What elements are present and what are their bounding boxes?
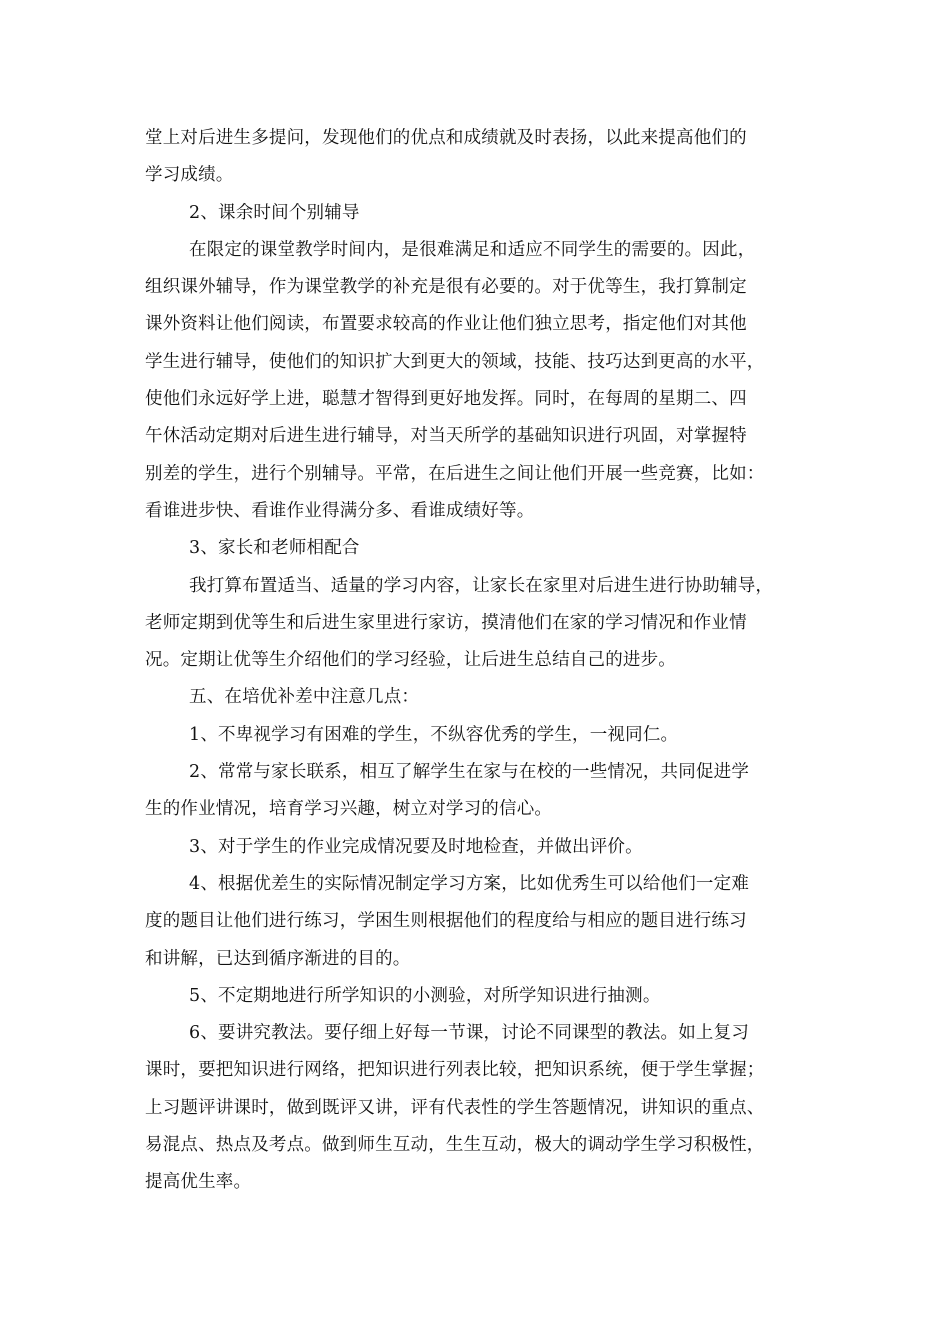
text-line: 况。定期让优等生介绍他们的学习经验，让后进生总结自己的进步。	[145, 650, 676, 671]
text-line: 五、在培优补差中注意几点：	[189, 687, 420, 708]
text-line: 堂上对后进生多提问，发现他们的优点和成绩就及时表扬，以此来提高他们的	[145, 128, 747, 148]
text-line: 课时，要把知识进行网络，把知识进行列表比较，把知识系统，便于学生掌握；	[145, 1060, 765, 1081]
text-line: 上习题评讲课时，做到既评又讲，评有代表性的学生答题情况，讲知识的重点、	[145, 1097, 765, 1118]
text-line: 5、不定期地进行所学知识的小测验，对所学知识进行抽测。	[189, 985, 661, 1006]
text-line: 生的作业情况，培育学习兴趣，树立对学习的信心。	[145, 799, 553, 820]
text-line: 使他们永远好学上进，聪慧才智得到更好地发挥。同时，在每周的星期二、四	[145, 389, 747, 410]
text-line: 和讲解，已达到循序渐进的目的。	[145, 948, 411, 969]
text-line: 2、常常与家长联系，相互了解学生在家与在校的一些情况，共同促进学	[189, 762, 750, 783]
document-body	[145, 120, 805, 1202]
text-line: 看谁进步快、看谁作业得满分多、看谁成绩好等。	[145, 500, 535, 521]
text-line: 组织课外辅导，作为课堂教学的补充是很有必要的。对于优等生，我打算制定	[145, 277, 747, 298]
text-line: 易混点、热点及考点。做到师生互动，生生互动，极大的调动学生学习积极性，	[145, 1135, 765, 1156]
text-line: 2、课余时间个别辅导	[189, 202, 360, 223]
text-line: 午休活动定期对后进生进行辅导，对当天所学的基础知识进行巩固，对掌握特	[145, 426, 747, 447]
text-line: 学习成绩。	[145, 165, 234, 186]
text-line: 别差的学生，进行个别辅导。平常，在后进生之间让他们开展一些竞赛，比如：	[145, 463, 765, 484]
text-line: 学生进行辅导，使他们的知识扩大到更大的领域，技能、技巧达到更高的水平，	[145, 351, 765, 372]
text-line: 在限定的课堂教学时间内，是很难满足和适应不同学生的需要的。因此，	[189, 239, 756, 260]
text-line: 老师定期到优等生和后进生家里进行家访，摸清他们在家的学习情况和作业情	[145, 612, 747, 633]
text-line: 度的题目让他们进行练习，学困生则根据他们的程度给与相应的题目进行练习	[145, 911, 747, 932]
text-line: 6、要讲究教法。要仔细上好每一节课，讨论不同课型的教法。如上复习	[189, 1023, 750, 1044]
text-line: 课外资料让他们阅读，布置要求较高的作业让他们独立思考，指定他们对其他	[145, 314, 747, 335]
text-line: 1、不卑视学习有困难的学生，不纵容优秀的学生，一视同仁。	[189, 724, 679, 745]
text-line: 4、根据优差生的实际情况制定学习方案，比如优秀生可以给他们一定难	[189, 873, 750, 894]
text-line: 提高优生率。	[145, 1172, 252, 1193]
text-line: 3、家长和老师相配合	[189, 538, 360, 559]
text-line: 3、对于学生的作业完成情况要及时地检查，并做出评价。	[189, 836, 643, 857]
text-line: 我打算布置适当、适量的学习内容，让家长在家里对后进生进行协助辅导，	[189, 575, 774, 596]
